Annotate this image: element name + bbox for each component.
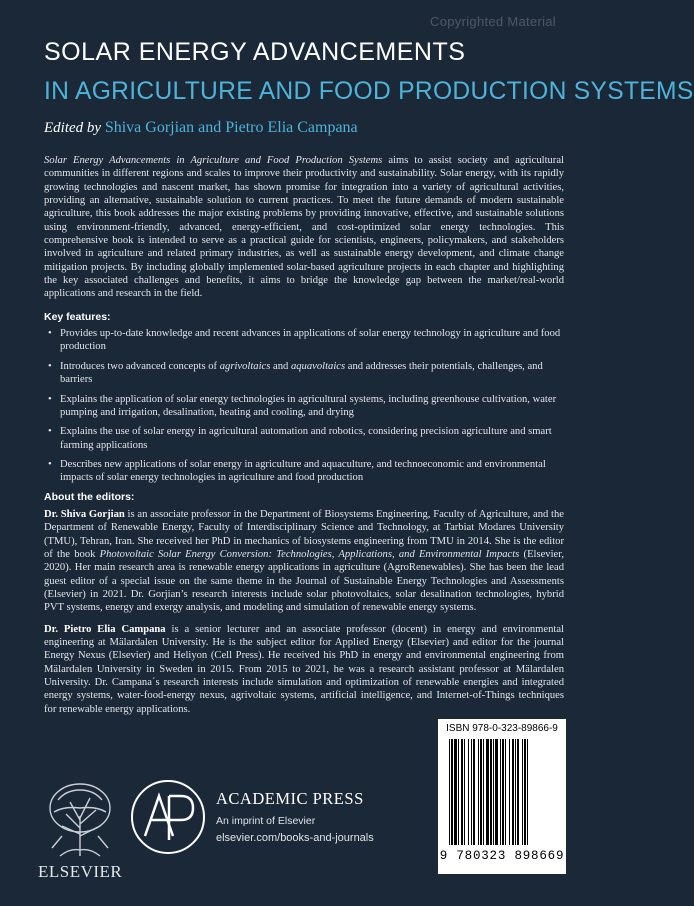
feature-text: Introduces two advanced concepts of: [60, 360, 220, 372]
editor-name: Dr. Pietro Elia Campana: [44, 623, 166, 635]
isbn-label: ISBN 978-0-323-89866-9: [446, 723, 558, 734]
title-line-1: SOLAR ENERGY ADVANCEMENTS: [44, 38, 466, 66]
feature-item: • Explains the use of solar energy in agricultural automation and robotics, considering precision agriculture and smart farming applications: [44, 425, 564, 452]
watermark: Copyrighted Material: [430, 14, 556, 29]
feature-term: agrivoltaics: [219, 360, 271, 372]
blurb-body: [44, 154, 564, 716]
academic-press-logo-icon: [129, 778, 207, 856]
title-line-2: IN AGRICULTURE AND FOOD PRODUCTION SYSTEMS: [44, 77, 694, 105]
about-editors-heading: About the editors:: [44, 490, 135, 503]
editor-name: Dr. Shiva Gorjian: [44, 508, 125, 520]
barcode-number: 9 780323 898669: [439, 849, 565, 863]
feature-item: • Describes new applications of solar energy in agriculture and aquaculture, and technoeconomic and environmental impacts of solar energy technologies in agriculture and food production: [44, 458, 564, 485]
feature-item: • Explains the application of solar energy technologies in agricultural systems, including greenhouse cultivation, water pumping and irrigation, desalination, heating and cooling, and drying: [44, 393, 564, 420]
edited-by-label: Edited by: [44, 120, 102, 136]
feature-term: aquavoltaics: [290, 360, 346, 372]
intro-paragraph: [44, 154, 564, 301]
feature-text: and addresses their potentials, challenges, and barriers: [60, 360, 543, 386]
bio-text: is a senior lecturer and an associate professor (docent) in energy and environmental engineering at Mälardalen University. He is the subject editor for Applied Energy (Elsevier) and editor for the journal Energy Nexus (Elsevier) and Heliyon (Cell Press). He received his PhD in energy and environmental engineering from Mälardalen University in Sweden in 2015. From 2015 to 2021, he was a research assistant professor at Mälardalen University. Dr. Campana´s research interests include simulation and optimization of renewable energies and integrated energy systems, water-food-energy nexus, agrivoltaic systems, artificial intelligence, and Internet-of-Things techniques for renewable energy applications.: [44, 623, 564, 715]
intro-text: aims to assist society and agricultural communities in different regions and scales to improve their productivity and sustainability. Solar energy, with its rapidly growing technologies and nascent market, has shown promise for integration into a variety of agricultural activities, providing an alternative, sustainable solution to current practices. To meet the future demands of modern sustainable agriculture, this book addresses the major existing problems by providing innovative, effective, and sustainable solutions using environment-friendly, advanced, energy-efficient, and cost-optimized solar energy technologies. This comprehensive book is intended to serve as a practical guide for scientists, engineers, policymakers, and stakeholders involved in agriculture and related primary industries, as well as sustainable energy development, and climate change mitigation projects. By including globally implemented solar-based agriculture projects in each chapter and highlighting the key associated challenges and benefits, it aims to bridge the knowledge gap between the market/real-world applications and research in the field.: [44, 155, 564, 300]
elsevier-wordmark: ELSEVIER: [38, 862, 123, 881]
bio-text: is an associate professor in the Department of Biosystems Engineering, Faculty of Agriculture, and the Department of Renewable Energy, Faculty of Interdisciplinary Science and Technology, at Tarbiat Modares University (TMU), Tehran, Iran. She received her PhD in mechanics of biosystems engineering from TMU in 2014. She is the editor of the book: [44, 508, 564, 560]
bio-text: (Elsevier, 2020). Her main research area is renewable energy applications in agriculture (AgroRenewables). She has been the lead guest editor of a special issue on the same theme in the Journal of Sustainable Energy Technologies and Assessments (Elsevier) in 2021. Dr. Gorjian’s research interests include solar photovoltaics, solar desalination technologies, hybrid PVT systems, energy and exergy analysis, and modeling and simulation of renewable energy systems.: [44, 548, 565, 614]
bio-book-title: Photovoltaic Solar Energy Conversion: Technologies, Applications, and Environmental Impacts: [99, 548, 520, 560]
publisher-url: elsevier.com/books-and-journals: [216, 832, 374, 844]
feature-item: • Provides up-to-date knowledge and recent advances in applications of solar energy technology in agriculture and food production: [44, 327, 564, 354]
editors-line: [44, 119, 358, 137]
editor-bio-gorjian: [44, 508, 564, 615]
key-features-heading: Key features:: [44, 310, 111, 323]
barcode-bars: [448, 739, 558, 845]
key-features-list: [44, 327, 564, 484]
intro-book-title: Solar Energy Advancements in Agriculture and Food Production Systems: [44, 155, 383, 166]
feature-text: and: [270, 360, 291, 372]
publisher-imprint: An imprint of Elsevier: [216, 815, 316, 827]
publisher-name: ACADEMIC PRESS: [216, 789, 364, 808]
elsevier-tree-icon: [40, 778, 120, 858]
feature-item: [44, 360, 564, 387]
editor-bio-campana: [44, 623, 564, 716]
editor-names: Shiva Gorjian and Pietro Elia Campana: [104, 119, 358, 136]
isbn-barcode: [438, 719, 566, 874]
